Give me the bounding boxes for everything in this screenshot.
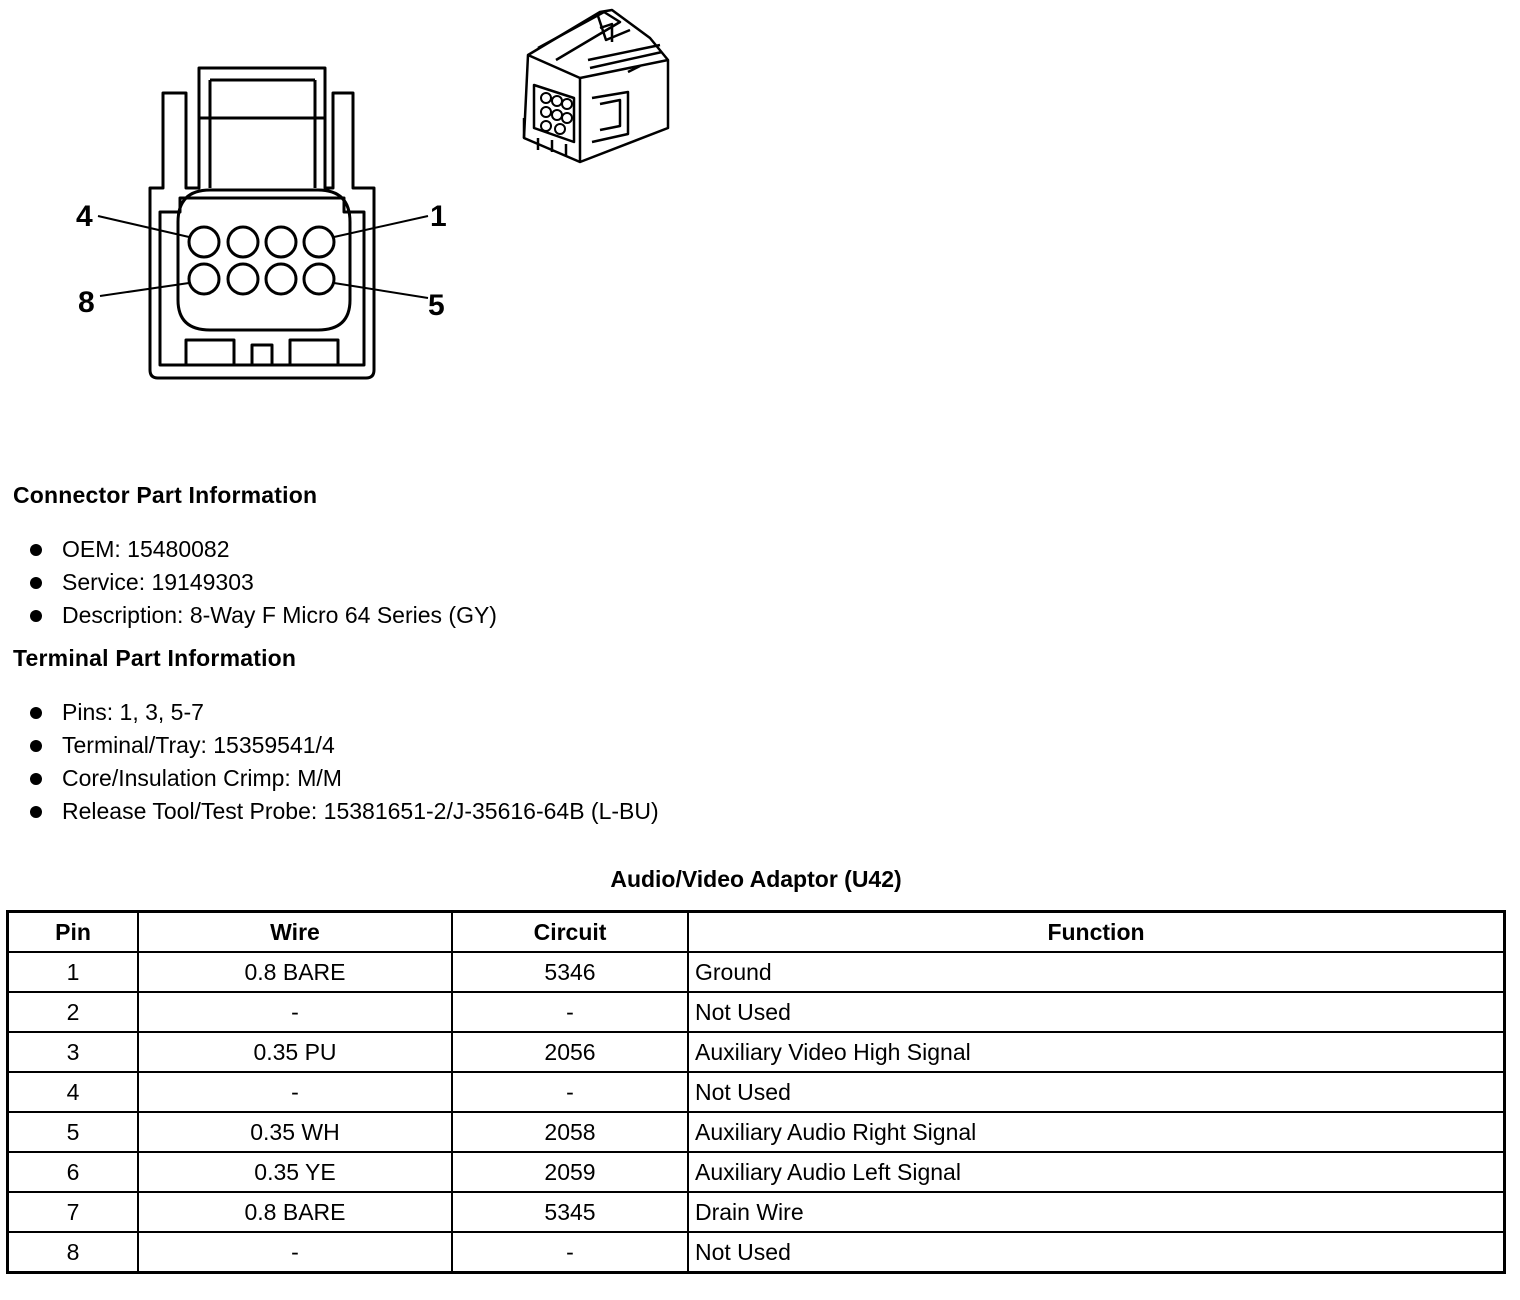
cell-circuit: 5346 [452, 952, 688, 992]
cell-function: Auxiliary Audio Right Signal [688, 1112, 1505, 1152]
table-header-row [8, 912, 1505, 953]
cell-circuit: 2056 [452, 1032, 688, 1072]
pinout-table [6, 910, 1506, 1274]
pin-label-1: 1 [430, 200, 447, 233]
list-item: Pins: 1, 3, 5-7 [30, 696, 659, 729]
cell-circuit: - [452, 1232, 688, 1273]
table-row [8, 1232, 1505, 1273]
list-item: OEM: 15480082 [30, 533, 497, 566]
pin-label-4: 4 [76, 200, 93, 233]
header-wire: Wire [138, 912, 452, 953]
cell-function: Not Used [688, 992, 1505, 1032]
cell-circuit: - [452, 1072, 688, 1112]
connector-part-info-heading: Connector Part Information [13, 482, 318, 508]
table-title: Audio/Video Adaptor (U42) [610, 866, 902, 892]
cell-function: Not Used [688, 1072, 1505, 1112]
table-row [8, 1112, 1505, 1152]
cell-circuit: - [452, 992, 688, 1032]
connector-face-diagram [60, 55, 480, 395]
cell-function: Drain Wire [688, 1192, 1505, 1232]
table-row [8, 1192, 1505, 1232]
table-row [8, 952, 1505, 992]
cell-wire: - [138, 992, 452, 1032]
cell-circuit: 2059 [452, 1152, 688, 1192]
list-item: Core/Insulation Crimp: M/M [30, 762, 659, 795]
header-pin: Pin [8, 912, 139, 953]
connector-part-info-list [30, 533, 497, 632]
table-row [8, 992, 1505, 1032]
cell-circuit: 5345 [452, 1192, 688, 1232]
table-row [8, 1152, 1505, 1192]
cell-pin: 5 [8, 1112, 139, 1152]
pin-label-8: 8 [78, 286, 95, 319]
cell-wire: - [138, 1232, 452, 1273]
terminal-part-info-heading: Terminal Part Information [13, 645, 297, 671]
list-item: Service: 19149303 [30, 566, 497, 599]
cell-pin: 3 [8, 1032, 139, 1072]
cell-wire: 0.8 BARE [138, 1192, 452, 1232]
cell-function: Auxiliary Video High Signal [688, 1032, 1505, 1072]
cell-wire: 0.8 BARE [138, 952, 452, 992]
cell-pin: 1 [8, 952, 139, 992]
header-circuit: Circuit [452, 912, 688, 953]
pin-label-5: 5 [428, 289, 445, 322]
cell-function: Ground [688, 952, 1505, 992]
cell-circuit: 2058 [452, 1112, 688, 1152]
cell-function: Auxiliary Audio Left Signal [688, 1152, 1505, 1192]
connector-isometric-illustration [515, 5, 680, 170]
cell-wire: - [138, 1072, 452, 1112]
table-row [8, 1032, 1505, 1072]
list-item: Release Tool/Test Probe: 15381651-2/J-35616-64B (L-BU) [30, 795, 659, 828]
terminal-part-info-list [30, 696, 659, 828]
cell-pin: 7 [8, 1192, 139, 1232]
list-item: Terminal/Tray: 15359541/4 [30, 729, 659, 762]
cell-function: Not Used [688, 1232, 1505, 1273]
cell-pin: 8 [8, 1232, 139, 1273]
cell-wire: 0.35 YE [138, 1152, 452, 1192]
cell-wire: 0.35 PU [138, 1032, 452, 1072]
table-row [8, 1072, 1505, 1112]
cell-pin: 4 [8, 1072, 139, 1112]
cell-pin: 6 [8, 1152, 139, 1192]
list-item: Description: 8-Way F Micro 64 Series (GY) [30, 599, 497, 632]
header-function: Function [688, 912, 1505, 953]
cell-wire: 0.35 WH [138, 1112, 452, 1152]
cell-pin: 2 [8, 992, 139, 1032]
